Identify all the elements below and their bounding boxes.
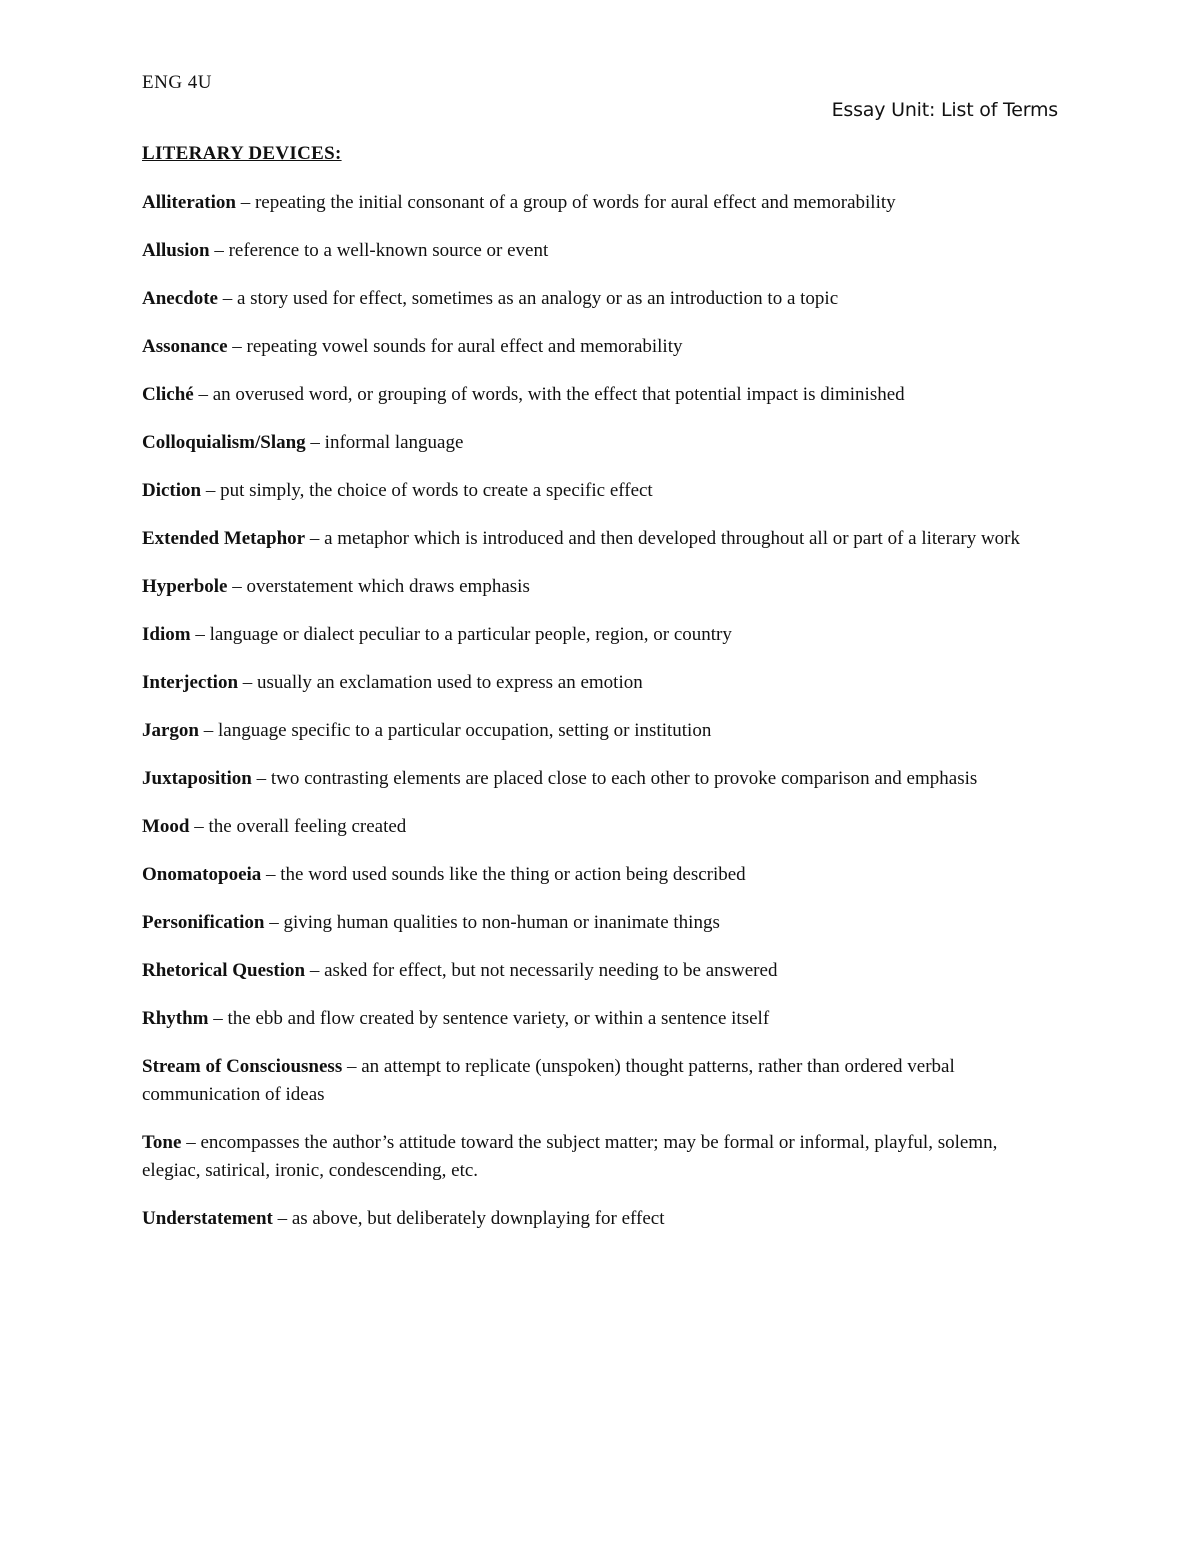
term-name: Extended Metaphor [142, 528, 306, 549]
term-definition: – the ebb and flow created by sentence variety, or within a sentence itself [208, 1008, 770, 1029]
term-definition: – language or dialect peculiar to a particular people, region, or country [190, 624, 732, 645]
term-name: Anecdote [142, 288, 218, 309]
term-name: Tone [142, 1132, 182, 1153]
term-name: Alliteration [142, 192, 236, 213]
term-name: Rhythm [142, 1008, 209, 1029]
term-definition: – encompasses the author’s attitude toward the subject matter; may be formal or informal, playful, solemn, elegiac, satirical, ironic, condescending, etc. [142, 1132, 998, 1181]
term-rhetorical-question [142, 957, 1058, 985]
term-interjection [142, 669, 1058, 697]
term-colloquialism-slang [142, 429, 1058, 457]
term-name: Stream of Consciousness [142, 1056, 343, 1077]
term-name: Onomatopoeia [142, 864, 262, 885]
term-definition: – an overused word, or grouping of words, with the effect that potential impact is diminished [193, 384, 905, 405]
term-assonance [142, 333, 1058, 361]
term-name: Interjection [142, 672, 239, 693]
term-definition: – asked for effect, but not necessarily needing to be answered [305, 960, 778, 981]
term-jargon [142, 717, 1058, 745]
term-onomatopoeia [142, 861, 1058, 889]
term-definition: – giving human qualities to non-human or inanimate things [264, 912, 720, 933]
course-code: ENG 4U [142, 72, 213, 93]
term-allusion [142, 237, 1058, 265]
term-understatement [142, 1205, 1058, 1233]
term-definition: – the word used sounds like the thing or action being described [261, 864, 746, 885]
term-definition: – repeating vowel sounds for aural effect and memorability [227, 336, 683, 357]
term-name: Personification [142, 912, 265, 933]
term-name: Juxtaposition [142, 768, 252, 789]
term-definition: – language specific to a particular occupation, setting or institution [199, 720, 712, 741]
unit-title: Essay Unit: List of Terms [831, 99, 1058, 121]
term-diction [142, 477, 1058, 505]
terms-list [142, 189, 1058, 1253]
term-definition: – put simply, the choice of words to create a specific effect [201, 480, 653, 501]
term-name: Hyperbole [142, 576, 228, 597]
term-name: Idiom [142, 624, 191, 645]
term-name: Jargon [142, 720, 199, 741]
term-name: Diction [142, 480, 202, 501]
term-name: Assonance [142, 336, 228, 357]
section-heading: LITERARY DEVICES: [142, 143, 342, 164]
term-name: Rhetorical Question [142, 960, 306, 981]
term-alliteration [142, 189, 1058, 217]
term-definition: – a story used for effect, sometimes as an analogy or as an introduction to a topic [217, 288, 839, 309]
term-mood [142, 813, 1058, 841]
term-personification [142, 909, 1058, 937]
term-definition: – two contrasting elements are placed close to each other to provoke comparison and emphasis [251, 768, 978, 789]
term-juxtaposition [142, 765, 1058, 793]
term-idiom [142, 621, 1058, 649]
term-cliche [142, 381, 1058, 409]
term-name: Cliché [142, 384, 194, 405]
term-name: Allusion [142, 240, 210, 261]
term-definition: – the overall feeling created [189, 816, 407, 837]
term-definition: – usually an exclamation used to express an emotion [238, 672, 643, 693]
term-hyperbole [142, 573, 1058, 601]
term-definition: – as above, but deliberately downplaying for effect [272, 1208, 665, 1229]
term-definition: – an attempt to replicate (unspoken) thought patterns, rather than ordered verbal communication of ideas [142, 1056, 955, 1105]
term-stream-of-consciousness [142, 1053, 1058, 1109]
term-definition: – overstatement which draws emphasis [227, 576, 530, 597]
term-definition: – repeating the initial consonant of a group of words for aural effect and memorability [235, 192, 896, 213]
term-rhythm [142, 1005, 1058, 1033]
term-name: Colloquialism/Slang [142, 432, 306, 453]
term-definition: – informal language [305, 432, 464, 453]
term-definition: – a metaphor which is introduced and then developed throughout all or part of a literary work [305, 528, 1020, 549]
term-name: Mood [142, 816, 190, 837]
term-extended-metaphor [142, 525, 1058, 553]
term-definition: – reference to a well-known source or event [209, 240, 549, 261]
term-name: Understatement [142, 1208, 273, 1229]
term-anecdote [142, 285, 1058, 313]
term-tone [142, 1129, 1058, 1185]
